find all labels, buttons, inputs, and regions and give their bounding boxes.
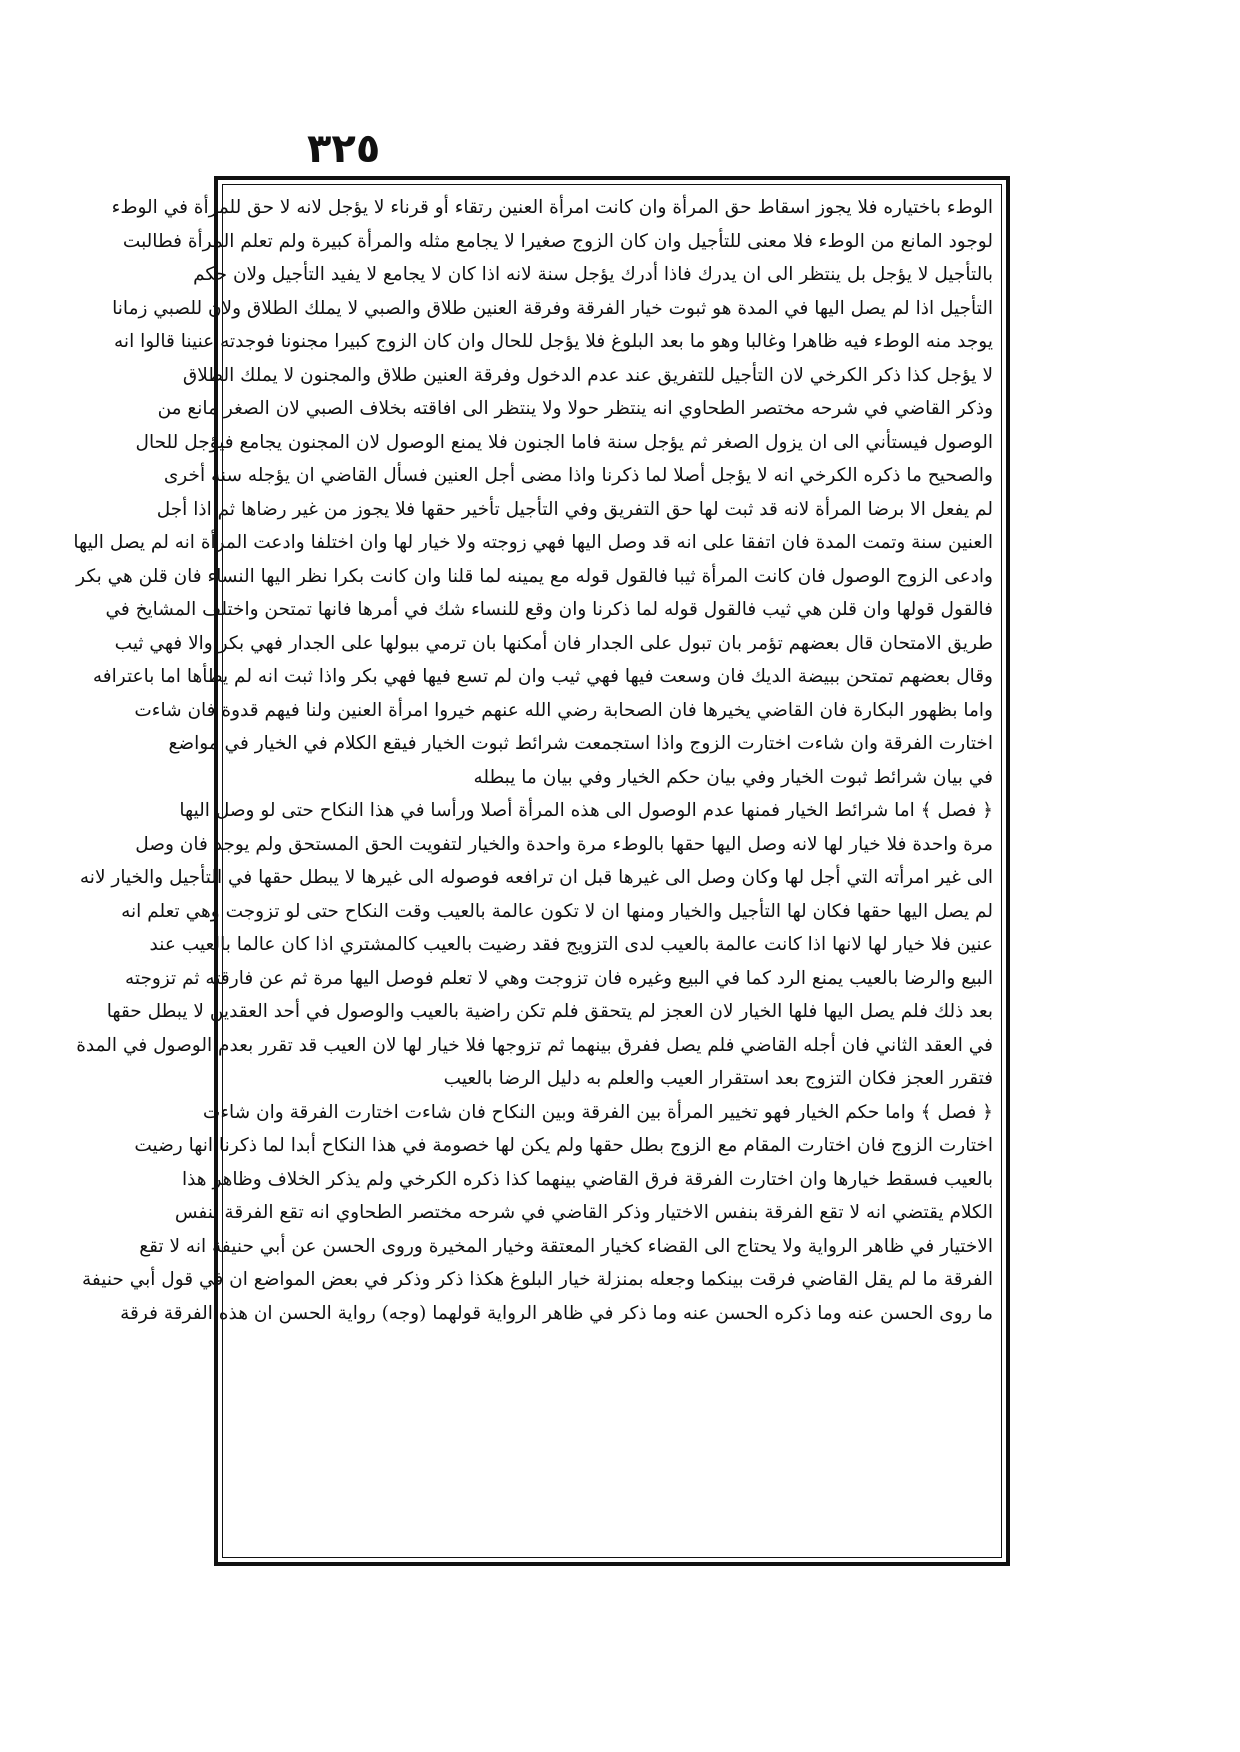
text-line: وقال بعضهم تمتحن ببيضة الديك فان وسعت فيها فهي ثيب وان لم تسع فيها فهي بكر واذا ثبت انه لم يطأها اما باعترافه [92,666,993,687]
text-line: لم يصل اليها حقها فكان لها التأجيل والخيار ومنها ان لا تكون عالمة بالعيب وقت النكاح حتى لو تزوجت وهي تعلم انه [121,900,993,922]
text-line: وذكر القاضي في شرحه مختصر الطحاوي انه ينتظر حولا ولا ينتظر الى افاقته بخلاف الصبي لان الصغر مانع من [157,398,993,419]
text-line: في العقد الثاني فان أجله القاضي فلم يصل ففرق بينهما ثم تزوجها فلا خيار لها لان العيب قد تقرر بعدم الوصول في المدة [76,1034,993,1056]
text-line: واما بظهور البكارة فان القاضي يخيرها فان الصحابة رضي الله عنهم خيروا امرأة العنين ولنا فيهم قدوة فان شاءت [134,699,993,721]
text-line: وادعى الزوج الوصول فان كانت المرأة ثيبا فالقول قوله مع يمينه لما قلنا وان كانت بكرا نظر اليها النساء فان قلن هي بكر [76,565,993,587]
text-line: الاختيار في ظاهر الرواية ولا يحتاج الى القضاء كخيار المعتقة وخيار المخيرة وروى الحسن عن أبي حنيفة انه لا تقع [139,1235,993,1257]
text-line: لا يؤجل كذا ذكر الكرخي لان التأجيل للتفريق عند عدم الدخول وفرقة العنين طلاق والمجنون لا يملك الطلاق [182,364,993,386]
text-line: فالقول قولها وان قلن هي ثيب فالقول قوله لما ذكرنا وان وقع للنساء شك في أمرها فانها تمتحن واختلف المشايخ في [105,599,993,620]
text-line: بالتأجيل لا يؤجل بل ينتظر الى ان يدرك فاذا أدرك يؤجل سنة لانه اذا كان لا يجامع لا يفيد التأجيل ولان حكم [193,264,993,285]
text-line: يوجد منه الوطء فيه ظاهرا وغالبا وهو ما بعد البلوغ فلا يؤجل للحال وان كان الزوج كبيرا مجنونا فوجدته عنينا قالوا انه [114,331,993,352]
text-line: طريق الامتحان قال بعضهم تؤمر بان تبول على الجدار فان أمكنها بان ترمي ببولها على الجدار فهي بكر والا فهي ثيب [114,632,993,654]
text-line: ﴿ فصل ﴾ واما حكم الخيار فهو تخيير المرأة بين الفرقة وبين النكاح فان شاءت اختارت الفرقة وان شاءت [202,1101,993,1123]
text-line: عنين فلا خيار لها لانها اذا كانت عالمة بالعيب لدى التزويج فقد رضيت بالعيب كالمشتري اذا كان عالما بالعيب عند [149,934,993,955]
text-line: العنين سنة وتمت المدة فان اتفقا على انه قد وصل اليها فهي زوجته ولا خيار لها وان اختلفا وادعت المرأة انه لم يصل اليها [73,532,993,553]
text-block [73,184,1002,1558]
text-line: ما روى الحسن عنه وما ذكره الحسن عنه وما ذكر في ظاهر الرواية قولهما (وجه) رواية الحسن ان هذه الفرقة فرقة [120,1302,993,1324]
text-line: مرة واحدة فلا خيار لها لانه وصل اليها حقها بالوطء مرة واحدة والخيار لتفويت الحق المستحق ولم يوجد فان وصل [135,833,993,855]
text-line: فتقرر العجز فكان التزوج بعد استقرار العيب والعلم به دليل الرضا بالعيب [443,1068,993,1089]
text-line: والصحيح ما ذكره الكرخي انه لا يؤجل أصلا لما ذكرنا واذا مضى أجل العنين فسأل القاضي ان يؤجله سنة أخرى [163,465,993,486]
text-line: في بيان شرائط ثبوت الخيار وفي بيان حكم الخيار وفي بيان ما يبطله [473,766,993,788]
text-line: بالعيب فسقط خيارها وان اختارت الفرقة فرق القاضي بينهما كذا ذكره الكرخي ولم يذكر الخلاف وظاهر هذا [181,1168,993,1190]
text-line: الكلام يقتضي انه لا تقع الفرقة بنفس الاختيار وذكر القاضي في شرحه مختصر الطحاوي انه تقع الفرقة بنفس [174,1202,993,1223]
text-line: لم يفعل الا برضا المرأة لانه قد ثبت لها حق التفريق وفي التأجيل تأخير حقها فلا يجوز من غير رضاها ثم اذا أجل [156,498,993,520]
page-number: ٣٢٥ [307,126,381,172]
text-line: الى غير امرأته التي أجل لها وكان وصل الى غيرها قبل ان ترافعه فوصوله الى غيرها لا يبطل حقها في التأجيل والخيار لانه [79,867,993,888]
text-line: الوطء باختياره فلا يجوز اسقاط حق المرأة وان كانت امرأة العنين رتقاء أو قرناء لا يؤجل لانه لا حق للمرأة في الوطء [111,197,993,218]
text-line: التأجيل اذا لم يصل اليها في المدة هو ثبوت خيار الفرقة وفرقة العنين طلاق والصبي لا يملك الطلاق ولان للصبي زمانا [112,297,993,319]
text-line: البيع والرضا بالعيب يمنع الرد كما في البيع وغيره فان تزوجت وهي لا تعلم فوصل اليها مرة ثم عن فارقته ثم تزوجته [124,967,993,989]
text-line: بعد ذلك فلم يصل اليها فلها الخيار لان العجز لم يتحقق فلم تكن راضية بالعيب والوصول في أحد العقدين لا يبطل حقها [106,1001,993,1022]
text-line: اختارت الفرقة وان شاءت اختارت الزوج واذا استجمعت شرائط ثبوت الخيار فيقع الكلام في الخيار في مواضع [168,733,993,754]
text-line: ﴿ فصل ﴾ اما شرائط الخيار فمنها عدم الوصول الى هذه المرأة أصلا ورأسا في هذا النكاح حتى لو وصل اليها [179,800,993,821]
text-line: الفرقة ما لم يقل القاضي فرقت بينكما وجعله بمنزلة خيار البلوغ هكذا ذكر وذكر في بعض المواضع ان في قول أبي حنيفة [81,1269,993,1290]
text-line: لوجود المانع من الوطء فلا معنى للتأجيل وان كان الزوج صغيرا لا يجامع مثله والمرأة كبيرة ولم تعلم المرأة فطالبت [122,230,993,252]
text-line: اختارت الزوج فان اختارت المقام مع الزوج بطل حقها ولم يكن لها خصومة في هذا النكاح أبدا لما ذكرنا انها رضيت [134,1135,993,1156]
text-line: الوصول فيستأني الى ان يزول الصغر ثم يؤجل سنة فاما الجنون فلا يمنع الوصول لان المجنون يجامع فيؤجل للحال [135,431,993,453]
